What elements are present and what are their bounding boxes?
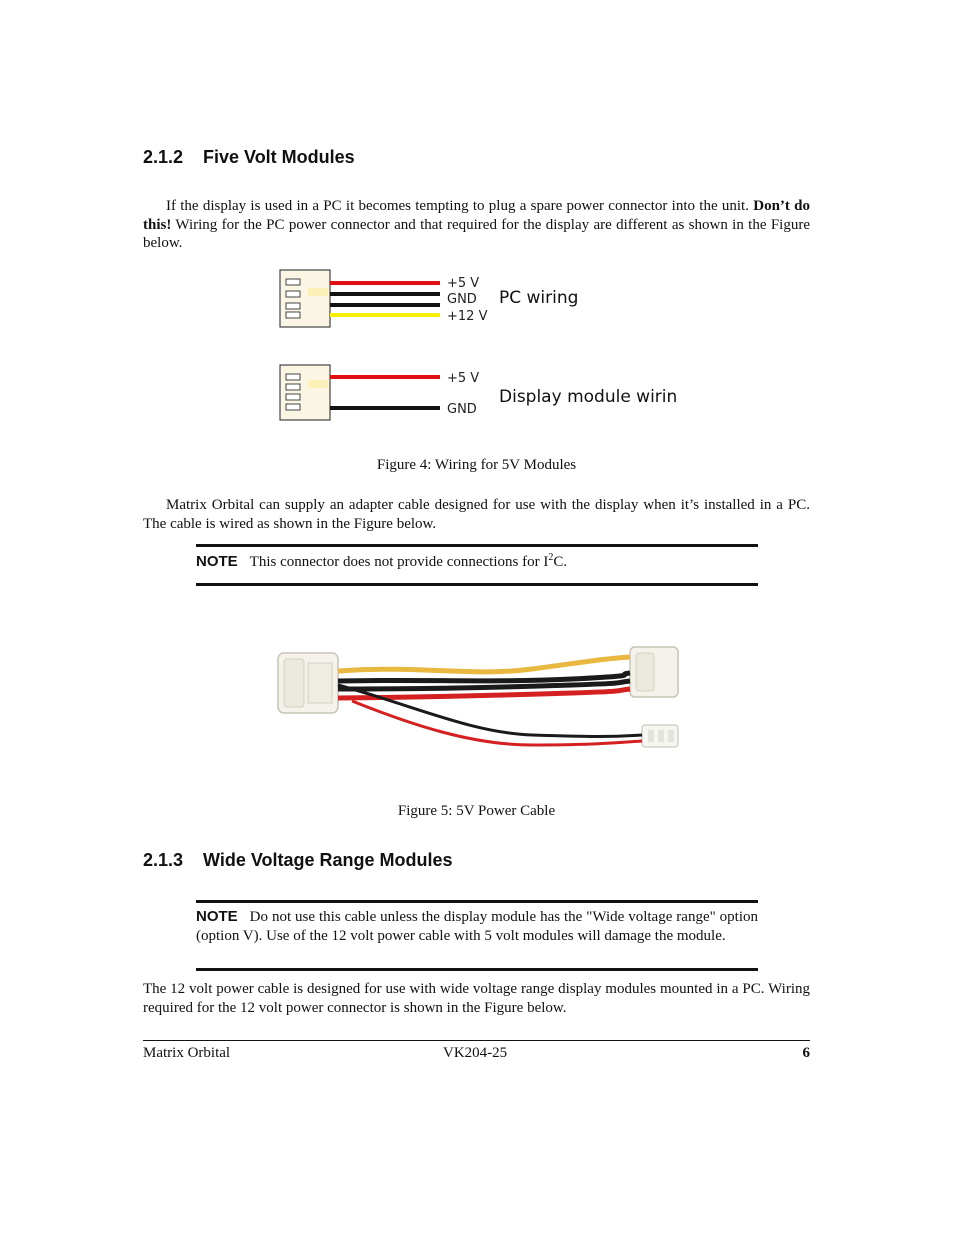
- section-title: Wide Voltage Range Modules: [203, 850, 453, 870]
- power-cable-illustration: [272, 635, 687, 755]
- footer-page-number: 6: [802, 1045, 810, 1061]
- pc-label-12v: +12 V: [447, 309, 488, 324]
- pc-label-5v: +5 V: [447, 276, 480, 291]
- note2-bottom-rule: [196, 968, 758, 971]
- intro-text: If the display is used in a PC it becomes tempting to plug a spare power connector into the unit.: [166, 198, 749, 214]
- note1-label: NOTE: [196, 553, 238, 570]
- pc-connector-icon: [280, 270, 330, 327]
- pc-wiring-title: PC wiring: [499, 288, 579, 308]
- display-connector-icon: [280, 365, 330, 420]
- section-number: 2.1.2: [143, 147, 184, 167]
- note2: [196, 908, 758, 945]
- note2-text: Do not use this cable unless the display module has the "Wide voltage range" option (option V). Use of the 12 volt power cable with 5 volt modules will damage the module.: [196, 909, 758, 944]
- warning-text: Don’t do this!: [143, 198, 811, 233]
- section-title: Five Volt Modules: [203, 147, 355, 167]
- pc-label-gnd: GND: [447, 292, 477, 307]
- section-heading-2-1-3: [143, 850, 453, 871]
- cable-wire-yellow: [338, 657, 630, 672]
- figure4-caption: Figure 4: Wiring for 5V Modules: [376, 457, 577, 473]
- note2-label: NOTE: [196, 908, 238, 925]
- display-wiring-title: Display module wiring: [499, 387, 678, 407]
- footer-model: VK204-25: [443, 1045, 508, 1061]
- display-label-5v: +5 V: [447, 371, 480, 386]
- power-cable-photo: [272, 635, 687, 755]
- wide-voltage-paragraph: The 12 volt power cable is designed for use with wide voltage range display modules mounted in a PC. Wiring required for the 12 volt power connector is shown in the Figure below.: [143, 981, 810, 1016]
- footer-company: Matrix Orbital: [143, 1045, 231, 1061]
- intro-paragraph: [143, 197, 810, 253]
- figure5-caption: Figure 5: 5V Power Cable: [397, 803, 556, 819]
- wiring-diagram-figure: [278, 268, 678, 428]
- footer-rule: [143, 1040, 810, 1041]
- small-display-connector-icon: [642, 725, 678, 747]
- section-number: 2.1.3: [143, 850, 184, 870]
- note1-top-rule: [196, 544, 758, 547]
- cable-wire-red-branch: [352, 701, 642, 745]
- adapter-paragraph: Matrix Orbital can supply an adapter cable designed for use with the display when it’s installed in a PC. The cable is wired as shown in the Figure below.: [143, 497, 810, 532]
- right-molex-connector-icon: [630, 647, 678, 697]
- wiring-diagram: [278, 268, 678, 428]
- note2-top-rule: [196, 900, 758, 903]
- intro-text-rest: Wiring for the PC power connector and that required for the display are different as shown in the Figure below.: [143, 216, 811, 251]
- note1: [196, 553, 758, 572]
- note1-bottom-rule: [196, 583, 758, 586]
- left-molex-connector-icon: [278, 653, 338, 713]
- display-label-gnd: GND: [447, 402, 477, 417]
- section-heading-2-1-2: [143, 147, 355, 168]
- note1-text: This connector does not provide connections for $I^2C$.: [249, 552, 568, 570]
